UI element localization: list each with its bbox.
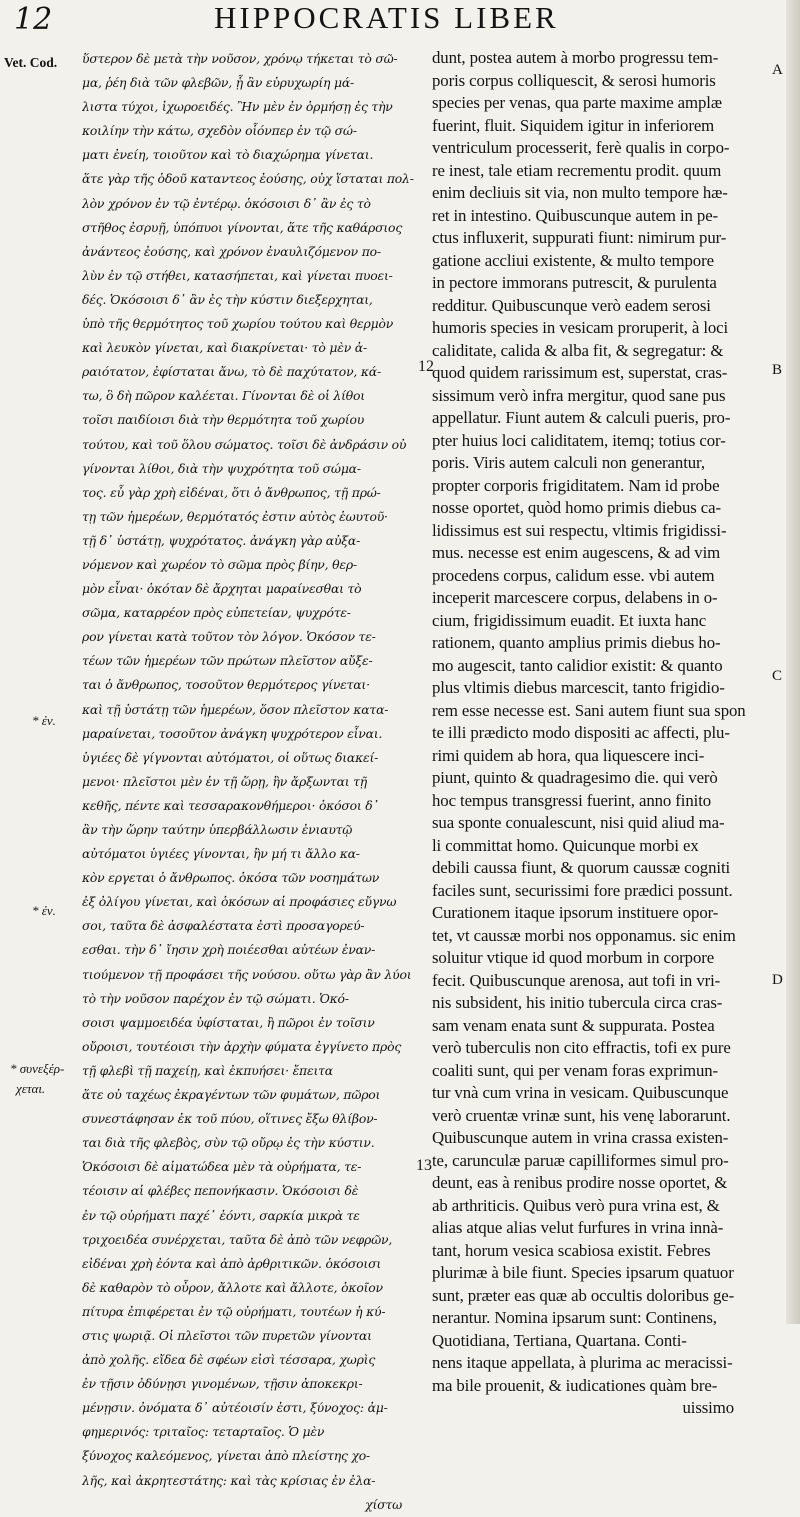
greek-text-line: οὔροισι, τουτέοισι τὴν ἀρχὴν φύματα ἐγγίνετο πρὸς (82, 1038, 402, 1054)
latin-text-line: redditur. Quibuscunque verò eadem serosi (432, 295, 711, 315)
greek-text-line: ἐξ ὀλίγου γίνεται, καὶ ὁκόσων αἱ προφάσιες εὔγνω (82, 894, 397, 910)
latin-text-line: plus vltimis diebus marcescit, tanto frigidio- (432, 678, 725, 697)
greek-text-line: ραιότατον, ἐφίσταται ἄνω, τὸ δὲ παχύτατον, κά- (82, 364, 381, 380)
greek-text-line: μα, ῥέη διὰ τῶν φλεβῶν, ᾗ ἂν εὐρυχωρίη μά- (82, 75, 355, 91)
greek-text-line: μενοι· πλεῖστοι μὲν ἐν τῇ ὥρῃ, ἣν ἄρξωνται τῇ (82, 773, 368, 789)
greek-text-line: πίτυρα ἐπιφέρεται ἐν τῷ οὐρήματι, τουτέων ἡ κύ- (82, 1303, 386, 1319)
latin-text-line: poris corpus colliquescit, & serosi humoris (432, 70, 716, 90)
latin-text-line: ctus influxerit, suppurati fiunt: nimirum pur- (432, 228, 727, 247)
greek-text-line: ται διὰ τῆς φλεβὸς, σὺν τῷ οὔρῳ ἐς τὴν κύστιν. (82, 1135, 375, 1151)
greek-text-line: τῇ φλεβὶ τῇ παχείῃ, καὶ ἐκπυήσει· ἔπειτα (82, 1062, 333, 1078)
section-letter: D (772, 972, 783, 988)
greek-text-line: δὲ καθαρὸν τὸ οὖρον, ἄλλοτε καὶ ἄλλοτε, ὁκοῖον (82, 1279, 383, 1295)
greek-text-line: μένῃσιν. ὀνόματα δ᾽ αὐτέοισίν ἐστι, ξύνοχος: ἀμ- (82, 1400, 388, 1416)
latin-text-line: appellatur. Fiunt autem & calculi pueris, pro- (432, 408, 731, 427)
greek-text-line: ἂν τὴν ὥρην ταύτην ὑπερβάλλωσιν ἐνιαυτῷ (82, 822, 353, 837)
greek-text-line: στῆθος ἐσρυῇ, ὑπόπυοι γίνονται, ἅτε τῆς καθάρσιος (82, 219, 403, 235)
greek-text-line: ἅτε γὰρ τῆς ὁδοῦ καταντεος ἐούσης, οὐχ ἵσταται πολ- (82, 171, 414, 187)
greek-text-line: τω, ὃ δὴ πῶρον καλέεται. Γίνονται δὲ οἱ λίθοι (82, 388, 365, 404)
greek-text-line: τέοισιν αἱ φλέβες πεπονήκασιν. Ὁκόσοισι δὲ (82, 1183, 359, 1199)
latin-text-line: debili caussa fiunt, & quorum caussæ cogniti (432, 858, 731, 877)
latin-text-line: te illi prædicto modo dispositi ac affecti, plu- (432, 723, 730, 742)
latin-text-line: nerantur. Nomina ipsarum sunt: Continens, (432, 1308, 717, 1327)
greek-text-line: τριχοειδέα συνέρχεται, ταῦτα δὲ ἀπὸ τῶν νεφρῶν, (82, 1231, 393, 1247)
latin-text-line: soluitur vtique id quod morbum in corpore (432, 948, 715, 967)
greek-text-line: λὺν ἐν τῷ στήθει, κατασήπεται, καὶ γίνεται πυοει- (82, 267, 393, 283)
greek-text-line: τοῖσι παιδίοισι διὰ τὴν θερμότητα τοῦ χωρίου (82, 412, 365, 428)
latin-text-column (432, 47, 754, 1420)
latin-text-line: verò cruentæ vrinæ sunt, his venę laborarunt. (432, 1105, 731, 1125)
latin-text-line: sissimum verò infra mergitur, quod sane pus (432, 385, 726, 405)
latin-text-line: pter huius loci caliditatem, itemq; totius cor- (432, 430, 726, 450)
greek-text-line: τούτου, καὶ τοῦ ὅλου σώματος. τοῖσι δὲ ἀνδράσιν οὐ (82, 436, 407, 452)
greek-text-line: κὸν εργεται ὁ ἄνθρωπος. ὁκόσα τῶν νοσημάτων (82, 870, 380, 886)
latin-text-line: mus. necesse est enim augescens, & ad vim (432, 543, 721, 562)
latin-text-line: poris. Viris autem calculi non generantur, (432, 453, 705, 472)
greek-text-line: γίνονται λίθοι, διὰ τὴν ψυχρότητα τοῦ σώμα- (82, 460, 361, 476)
greek-text-line: Ὁκόσοισι δὲ αἱματώδεα μὲν τὰ οὐρήματα, τε- (82, 1159, 362, 1175)
greek-text-line: ματι ἐνείη, τοιοῦτον καὶ τὸ διαχώρημα γίνεται. (82, 147, 374, 163)
greek-text-line: ρον γίνεται κατὰ τοῦτον τὸν λόγον. Ὁκόσον τε- (82, 629, 376, 645)
latin-text-line: gatione accliui existente, & multo tempore (432, 250, 714, 270)
latin-text-line: rem esse necesse est. Sani autem fiunt sua spon (432, 700, 746, 720)
latin-text-line: alias atque alias velut furfures in vrina innà- (432, 1218, 724, 1237)
latin-text-line: hoc tempus transgressi fuerint, anno finito (432, 790, 712, 810)
margin-note: χεται. (16, 1081, 46, 1096)
latin-text-line: re inest, tale etiam recrementu prodit. quum (432, 160, 722, 180)
greek-text-line: δές. Ὁκόσοισι δ᾽ ἂν ἐς τὴν κύστιν διεξερχηται, (82, 291, 373, 307)
greek-text-line: νόμενον καὶ χωρέον τὸ σῶμα πρὸς βίην, θερ- (82, 556, 357, 572)
margin-note-vet-cod: Vet. Cod. (4, 55, 58, 70)
latin-text-line: ret in intestino. Quibuscunque autem in pe- (432, 205, 719, 225)
greek-text-line: λιστα τύχοι, ἰχωροειδές. Ἢν μὲν ἐν ὁρμήσῃ ἐς τὴν (82, 99, 393, 115)
greek-text-line: ἐν τῇσιν ὀδύνῃσι γινομένων, τῇσιν ἀποκεκρι- (82, 1376, 363, 1392)
latin-text-line: deunt, eas à renibus prodire nosse oportet, & (432, 1173, 728, 1192)
greek-text-line: ἅτε οὐ ταχέως ἐκραγέντων τῶν φυμάτων, πῶροι (82, 1087, 381, 1103)
greek-text-line: ἀπὸ χολῆς. εἴδεα δὲ σφέων εἰσὶ τέσσαρα, χωρὶς (82, 1352, 376, 1368)
latin-text-line: humoris species in vesicam proruperit, à loci (432, 318, 729, 337)
greek-text-line: σῶμα, καταρρέον πρὸς εὐπετείαν, ψυχρότε- (82, 605, 351, 621)
page-edge (786, 0, 800, 1324)
latin-text-line: tant, horum vesica scabiosa existit. Febres (432, 1240, 711, 1260)
latin-text-line: fecit. Quibuscunque arenosa, aut tofi in vri- (432, 970, 721, 990)
greek-text-column (82, 47, 422, 1517)
greek-text-line: χίστω (365, 1496, 402, 1512)
greek-text-line: σοι, ταῦτα δὲ ἀσφαλέστατα ἐστὶ προσαγορεύ- (82, 918, 365, 934)
latin-text-line: verò tuberculis non cito effractis, tofi ex pure (432, 1038, 731, 1057)
margin-note: * συνεξέρ- (10, 1061, 65, 1076)
latin-text-line: rationem, quanto amplius primis diebus ho- (432, 633, 721, 652)
latin-text-line: mo augescit, tanto calidior existit: & quanto (432, 655, 723, 675)
latin-text-line: quod quidem rarissimum est, superstat, cras- (432, 363, 728, 382)
greek-text-line: ἀνάντεος ἐούσης, καὶ χρόνον ἐναυλιζόμενον πο- (82, 243, 381, 259)
latin-text-line: Curationem itaque ipsorum instituere opor- (432, 903, 719, 922)
latin-text-line: inceperit marcescere corpus, delabens in o- (432, 588, 718, 607)
greek-text-line: ὑγιέες δὲ γίγνονται αὐτόματοι, οἱ οὕτως διακεί- (82, 749, 379, 765)
latin-text-line: nens itaque appellata, à plurima ac meracissi- (432, 1353, 733, 1372)
margin-note: * ἐν. (32, 903, 56, 918)
greek-text-line: τῇ δ᾽ ὑστάτῃ, ψυχρότατος. ἀνάγκη γὰρ αὐξα- (82, 532, 361, 548)
latin-text-line: caliditate, calida & alba fit, & segregatur: & (432, 340, 724, 360)
latin-text-line: in pectore immorans putrescit, & purulenta (432, 273, 717, 292)
greek-text-line: εἰδέναι χρὴ ἐόντα καὶ ἀπὸ ἀρθριτικῶν. ὁκόσοισι (82, 1255, 382, 1271)
greek-text-line: ἐν τῷ οὐρήματι παχέ᾽ ἐόντι, σαρκία μικρὰ τε (82, 1207, 360, 1223)
greek-text-line: μαραίνεται, τοσοῦτον ἀνάγκη ψυχρότερον εἶναι. (82, 725, 383, 741)
greek-text-line: τος. εὖ γὰρ χρὴ εἰδέναι, ὅτι ὁ ἄνθρωπος, τῇ πρώ- (82, 484, 381, 500)
greek-text-line: συνεστάφησαν ἐκ τοῦ πύου, οἵτινες ἔξω θλίβον- (82, 1111, 378, 1127)
latin-text-line: species per venas, qua parte maxime amplæ (432, 93, 722, 112)
greek-text-line: ὕστερον δὲ μετὰ τὴν νοῦσον, χρόνῳ τήκεται τὸ σῶ- (82, 51, 398, 66)
latin-text-line: dunt, postea autem à morbo progressu tem- (432, 48, 719, 67)
section-letter: C (772, 668, 783, 684)
latin-text-line: ab arthriticis. Quibus verò pura vrina est, & (432, 1195, 720, 1215)
latin-text-line: tet, vt caussæ morbi nos opponamus. sic enim (432, 925, 736, 945)
latin-text-line: propter corporis frigiditatem. Nam id probe (432, 475, 720, 495)
latin-text-line: faciles sunt, securissimi fore prædici possunt. (432, 880, 733, 900)
greek-text-line: κοιλίην τὴν κάτω, σχεδὸν οἷόνπερ ἐν τῷ σώ- (82, 123, 357, 139)
greek-text-line: καὶ τῇ ὑστάτῃ τῶν ἡμερέων, ὅσον πλεῖστον κατα- (82, 701, 389, 717)
latin-text-line: Quotidiana, Tertiana, Quartana. Conti- (432, 1330, 687, 1350)
latin-text-line: lidissimus est sui respectu, vltimis frigidissi- (432, 520, 727, 540)
latin-text-line: procedens corpus, calidum esse. vbi autem (432, 565, 715, 585)
latin-text-line: Quibuscunque autem in vrina crassa existen- (432, 1128, 729, 1147)
greek-text-line: ξύνοχος καλεόμενος, γίνεται ἀπὸ πλείστης χο- (82, 1448, 371, 1464)
greek-text-line: ὑπὸ τῆς θερμότητος τοῦ χωρίου τούτου καὶ θερμὸν (82, 316, 394, 332)
greek-text-line: λῆς, καὶ ἀκρητεστάτης: καὶ τὰς κρίσιας ἐν ἐλα- (82, 1472, 376, 1488)
latin-text-line: te, carunculæ paruæ capilliformes simul pro- (432, 1150, 729, 1170)
latin-text-line: sam venam enata sunt & suppurata. Postea (432, 1015, 715, 1035)
latin-text-line: ma bile prouenit, & iudicationes quàm bre- (432, 1375, 718, 1395)
greek-text-line: καὶ λευκὸν γίνεται, καὶ διακρίνεται· τὸ μὲν ἀ- (82, 340, 367, 356)
latin-text-line: cium, frigidissimum euadit. Et iuxta hanc (432, 610, 707, 630)
greek-text-line: τὸ τὴν νοῦσον παρέχον ἐν τῷ σώματι. Ὁκό- (82, 990, 349, 1006)
greek-text-line: εσθαι. τὴν δ᾽ ἴησιν χρὴ ποιέεσθαι αὐτέων ἐναν- (82, 942, 376, 958)
line-number: 13 (416, 1157, 432, 1174)
margin-note: * ἐν. (32, 713, 56, 728)
latin-text-line: plurimæ à bile fiunt. Species ipsarum quatuor (432, 1263, 734, 1282)
greek-text-line: τιούμενον τῇ προφάσει τῆς νούσου. οὕτω γὰρ ἂν λύοι (82, 966, 412, 982)
page-number: 12 (14, 2, 53, 37)
latin-text-line: tur vnà cum vrina in vesicam. Quibuscunque (432, 1083, 729, 1102)
greek-text-line: στις ψωριᾷ. Οἱ πλεῖστοι τῶν πυρετῶν γίνονται (82, 1327, 372, 1343)
latin-text-line: enim decliuis sit via, non multo tempore hæ- (432, 183, 728, 202)
greek-text-line: αὐτόματοι ὑγιέες γίνονται, ἢν μή τι ἄλλο κα- (82, 846, 360, 862)
section-letter: A (772, 62, 783, 78)
greek-text-line: σοισι ψαμμοειδέα ὑφίσταται, ἢ πῶροι ἐν τοῖσιν (82, 1014, 375, 1030)
greek-text-line: φημερινός: τριταῖος: τεταρταῖος. Ὁ μὲν (82, 1424, 325, 1440)
greek-text-line: μὸν εἶναι· ὁκόταν δὲ ἄρχηται μαραίνεσθαι τὸ (82, 581, 362, 597)
latin-text-line: rimi quidem ab hora, qua liquescere inci- (432, 745, 705, 765)
latin-text-line: nis subsident, his initio tubercula circa cras- (432, 993, 723, 1012)
running-title: HIPPOCRATIS LIBER (214, 0, 559, 35)
latin-text-line: piunt, quinto & quadragesimo die. qui verò (432, 768, 718, 787)
latin-text-line: li committat homo. Quicunque morbi ex (432, 835, 699, 855)
latin-text-line: fuerint, fluit. Siquidem igitur in inferiorem (432, 115, 715, 135)
latin-text-line: ventriculum processerit, ferè qualis in corpo- (432, 138, 730, 157)
greek-text-line: λὸν χρόνον ἐν τῷ ἐντέρῳ. ὁκόσοισι δ᾽ ἂν ἐς τὸ (82, 195, 371, 211)
latin-text-line: uissimo (682, 1398, 734, 1417)
greek-text-line: κεθῆς, πέντε καὶ τεσσαρακονθήμεροι· ὁκόσοι δ᾽ (82, 797, 379, 813)
greek-text-line: τῃ τῶν ἡμερέων, θερμότατός ἐστιν αὐτὸς ἑωυτοῦ· (82, 508, 388, 524)
greek-text-line: τέων τῶν ἡμερέων τῶν πρώτων πλεῖστον αὔξε- (82, 653, 373, 669)
latin-text-line: sua sponte conualescunt, nisi quid aliud ma- (432, 813, 725, 832)
latin-text-line: nosse oportet, quòd homo primis diebus ca- (432, 498, 721, 517)
greek-text-line: ται ὁ ἄνθρωπος, τοσοῦτον θερμότερος γίνεται· (82, 677, 370, 693)
line-number: 12 (418, 358, 434, 375)
section-letter: B (772, 362, 783, 378)
latin-text-line: sunt, præter eas quæ ab occultis doloribus ge- (432, 1285, 735, 1305)
latin-text-line: coaliti sunt, qui per venam foras exprimun- (432, 1060, 719, 1080)
